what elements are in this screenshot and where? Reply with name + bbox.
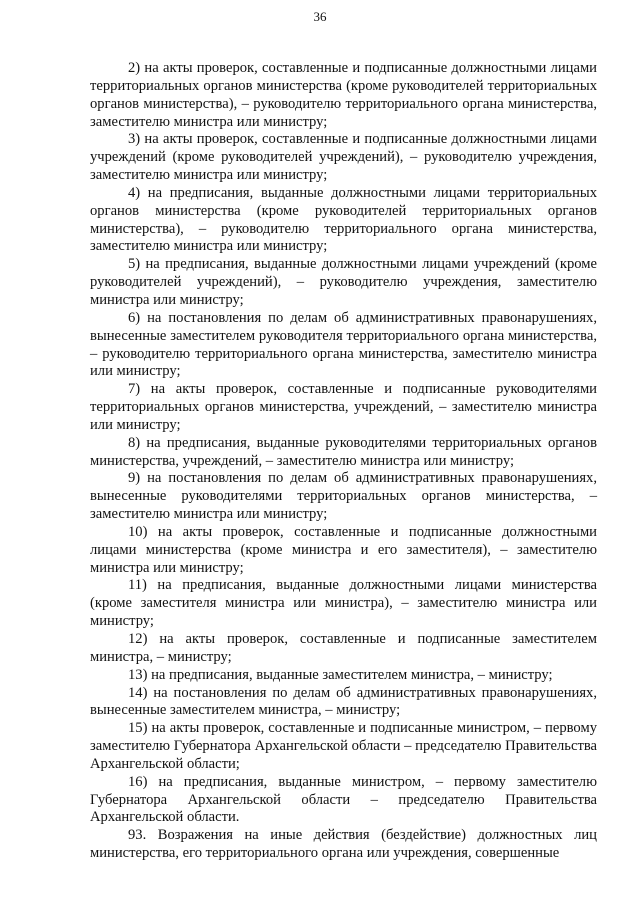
list-item-13: 13) на предписания, выданные заместителем министра, – министру;	[128, 666, 553, 683]
list-item-11: 11) на предписания, выданные должностными лицами министерства (кроме заместителя министра или министра), – заместителю министра или министру;	[90, 577, 597, 630]
document-body	[90, 60, 597, 863]
clause-93: 93. Возражения на иные действия (бездействие) должностных лиц министерства, его территориального органа или учреждения, совершенные	[90, 827, 597, 862]
list-item-6: 6) на постановления по делам об административных правонарушениях, вынесенные заместителем руководителя территориального органа министерства, – руководителю территориального органа министерства, заместителю министра или министру;	[90, 309, 597, 380]
page-number: 36	[313, 9, 327, 24]
list-item-14: 14) на постановления по делам об административных правонарушениях, вынесенные заместителем министра, – министру;	[90, 684, 597, 719]
list-item-12: 12) на акты проверок, составленные и подписанные заместителем министра, – министру;	[90, 631, 597, 665]
list-item-5: 5) на предписания, выданные должностными лицами учреждений (кроме руководителей учреждений), – руководителю учреждения, заместителю министра или министру;	[90, 256, 597, 308]
list-item-4: 4) на предписания, выданные должностными лицами территориальных органов министерства (кроме руководителей территориальных органов министерства), – руководителю территориального органа министерства, заместителю министра или министру;	[90, 184, 597, 255]
list-item-15: 15) на акты проверок, составленные и подписанные министром, – первому заместителю Губернатора Архангельской области – председателю Правительства Архангельской области;	[90, 720, 597, 772]
list-item-10: 10) на акты проверок, составленные и подписанные должностными лицами министерства (кроме министра и его заместителя), – заместителю министра или министру;	[90, 523, 597, 576]
list-item-16: 16) на предписания, выданные министром, – первому заместителю Губернатора Архангельской области – председателю Правительства Архангельской области.	[90, 773, 597, 826]
list-item-8: 8) на предписания, выданные руководителями территориальных органов министерства, учреждений, – заместителю министра или министру;	[90, 434, 597, 469]
list-item-2: 2) на акты проверок, составленные и подписанные должностными лицами территориальных органов министерства (кроме руководителей территориальных органов министерства), – руководителю территориального органа министерства, заместителю министра или министру;	[90, 60, 597, 130]
list-item-9: 9) на постановления по делам об административных правонарушениях, вынесенные руководителями территориальных органов министерства, – заместителю министра или министру;	[90, 470, 597, 523]
list-item-3: 3) на акты проверок, составленные и подписанные должностными лицами учреждений (кроме руководителей учреждений), – руководителю учреждения, заместителю министра или министру;	[90, 131, 597, 184]
list-item-7: 7) на акты проверок, составленные и подписанные руководителями территориальных органов министерства, учреждений, – заместителю министра или министру;	[90, 381, 597, 433]
